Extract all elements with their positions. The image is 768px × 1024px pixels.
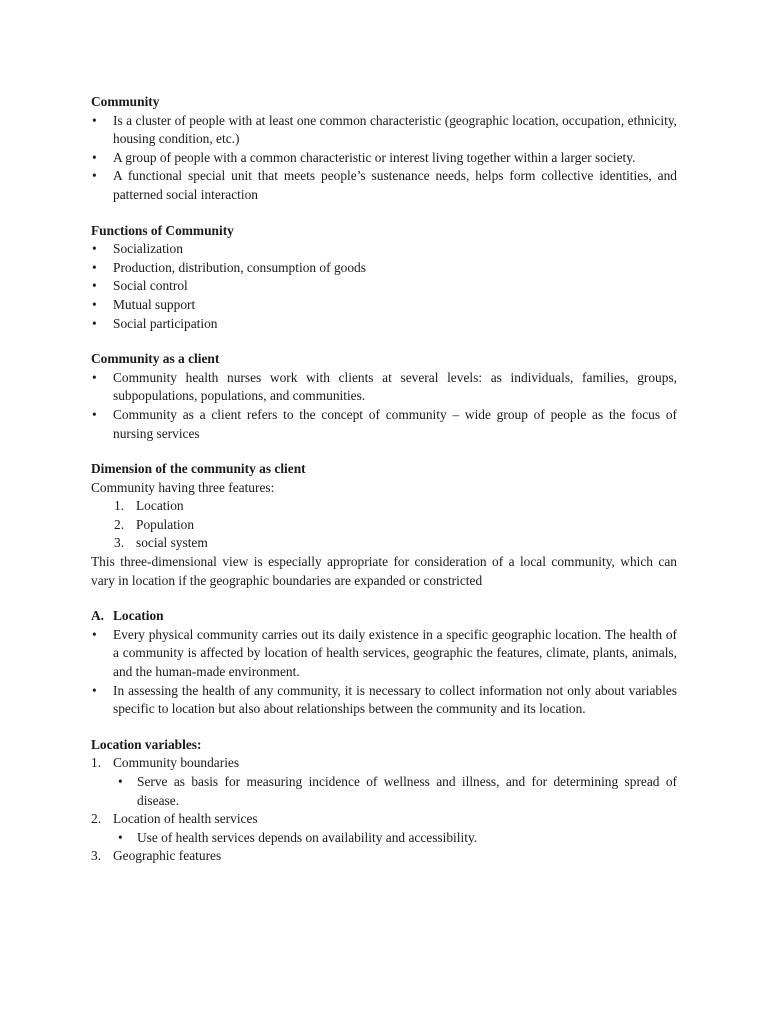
list-item: • A group of people with a common characteristic or interest living together within a larger society. (91, 149, 677, 168)
dimension-intro: Community having three features: (91, 479, 275, 495)
community-section (91, 93, 677, 205)
variables-section (91, 736, 677, 866)
community-heading: Community (91, 94, 160, 109)
list-item: • Social participation (91, 315, 677, 334)
location-heading: A. Location (91, 608, 164, 624)
client-section (91, 350, 677, 443)
sub-bullet-list (113, 773, 677, 810)
bullet-icon: • (92, 168, 97, 184)
list-item: 3. social system (114, 535, 208, 551)
bullet-icon: • (118, 829, 123, 845)
list-item: • Production, distribution, consumption of goods (91, 259, 677, 278)
list-item: • Use of health services depends on availability and accessibility. (115, 829, 677, 848)
list-item: 2. Population (114, 516, 195, 532)
bullet-icon: • (92, 315, 97, 331)
bullet-icon: • (92, 369, 97, 385)
sub-bullet-list (113, 829, 677, 848)
bullet-icon: • (118, 774, 123, 789)
client-heading: Community as a client (91, 351, 220, 367)
list-item: • In assessing the health of any community, it is necessary to collect information not only about variables specific to location but also about relationships between the community and its location. (92, 682, 677, 717)
list-item: • Every physical community carries out its daily existence in a specific geographic location. The health of a community is affected by location of health services, geographic the features, climate, plants, animals, and the human-made environment. (92, 626, 677, 680)
variables-heading: Location variables: (91, 736, 202, 752)
location-bullet-list (91, 626, 677, 719)
location-section (91, 607, 677, 719)
bullet-icon: • (92, 259, 97, 275)
list-item: 2. Location of health services • Use of health services depends on availability and accessibility. (91, 810, 677, 847)
variables-numbered-list (91, 754, 677, 866)
bullet-icon: • (92, 278, 97, 294)
list-item: 1. Location (114, 498, 184, 514)
list-item: • Is a cluster of people with at least one common characteristic (geographic location, occupation, ethnicity, housing condition, etc.) (92, 112, 677, 147)
list-item: • Mutual support (91, 296, 677, 315)
bullet-icon: • (92, 626, 97, 642)
bullet-icon: • (92, 241, 97, 257)
bullet-icon: • (92, 682, 97, 698)
list-item: • Social control (91, 277, 677, 296)
bullet-icon: • (92, 406, 97, 422)
list-item: • Community health nurses work with clients at several levels: as individuals, families, groups, subpopulations, populations, and communities. (92, 369, 677, 404)
functions-section (91, 222, 677, 334)
list-item: • A functional special unit that meets people’s sustenance needs, helps form collective identities, and patterned social interaction (92, 168, 677, 202)
dimension-paragraph: This three-dimensional view is especially appropriate for consideration of a local community, which can vary in location if the geographic boundaries are expanded or constricted (91, 554, 677, 588)
bullet-icon: • (92, 149, 97, 165)
bullet-icon: • (92, 296, 97, 312)
list-item: • Socialization (91, 240, 677, 259)
functions-heading: Functions of Community (91, 222, 234, 238)
dimension-section (91, 460, 677, 590)
dimension-numbered-list (91, 497, 677, 553)
functions-bullet-list (91, 240, 677, 333)
bullet-icon: • (92, 112, 97, 128)
client-bullet-list (91, 369, 677, 443)
list-item: • Serve as basis for measuring incidence of wellness and illness, and for determining spread of disease. (118, 774, 677, 808)
community-bullet-list (91, 112, 677, 205)
list-item: 3. Geographic features (91, 848, 222, 864)
dimension-heading: Dimension of the community as client (91, 461, 306, 477)
list-item: • Community as a client refers to the concept of community – wide group of people as the focus of nursing services (92, 406, 677, 441)
list-item: 1. Community boundaries • Serve as basis for measuring incidence of wellness and illness, and for determining spread of disease. (91, 754, 677, 810)
